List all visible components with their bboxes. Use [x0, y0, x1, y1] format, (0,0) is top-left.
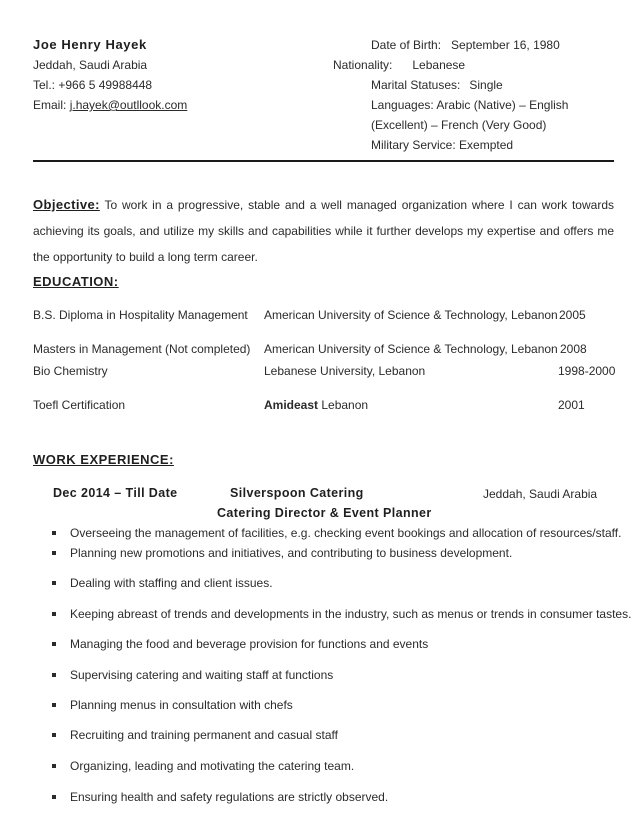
marital-value: Single: [469, 78, 503, 92]
education-year: 1998-2000: [558, 364, 616, 378]
job-location: Jeddah, Saudi Arabia: [483, 487, 598, 501]
dob-row: [371, 38, 560, 52]
education-heading: EDUCATION:: [33, 274, 119, 289]
education-school: American University of Science & Technology, Lebanon: [264, 342, 558, 356]
candidate-email-row: [33, 98, 187, 112]
bullet-square-icon: [52, 581, 56, 585]
education-school: American University of Science & Technology, Lebanon: [264, 308, 558, 322]
job-title: Catering Director & Event Planner: [217, 506, 432, 520]
marital-label: Marital Statuses:: [371, 78, 461, 92]
bullet-square-icon: [52, 795, 56, 799]
education-year: 2001: [558, 398, 585, 412]
bullet-square-icon: [52, 764, 56, 768]
education-school: Lebanese University, Lebanon: [264, 364, 426, 378]
education-degree: Bio Chemistry: [33, 364, 108, 378]
dob-value: September 16, 1980: [451, 38, 560, 52]
dob-label: Date of Birth:: [371, 38, 442, 52]
objective-text: To work in a progressive, stable and a well managed organization where I can work towards achieving its goals, and utilize my skills and capabilities while it further develops my expertise and offers me the opportunity to build a long term career.: [33, 198, 614, 264]
header-divider: [33, 160, 614, 162]
marital-row: [371, 78, 503, 92]
education-school: Amideast Lebanon: [264, 398, 369, 412]
objective-label: Objective:: [33, 197, 100, 212]
bullet-square-icon: [52, 551, 56, 555]
bullet-square-icon: [52, 612, 56, 616]
job-dates: Dec 2014 – Till Date: [53, 486, 178, 500]
nationality-label: Nationality:: [333, 58, 393, 72]
nationality-row: [333, 58, 465, 72]
bullet-square-icon: [52, 733, 56, 737]
email-link[interactable]: j.hayek@outllook.com: [69, 98, 188, 112]
bullet-square-icon: [52, 703, 56, 707]
bullet-square-icon: [52, 642, 56, 646]
education-year: 2008: [560, 342, 587, 356]
job-company: Silverspoon Catering: [230, 486, 364, 500]
languages-line-1: Languages: Arabic (Native) – English: [371, 98, 569, 112]
nationality-value: Lebanese: [412, 58, 466, 72]
bullet-square-icon: [52, 673, 56, 677]
languages-line-2: (Excellent) – French (Very Good): [371, 118, 547, 132]
objective-paragraph: [33, 192, 614, 270]
candidate-city: Jeddah, Saudi Arabia: [33, 58, 148, 72]
candidate-name: Joe Henry Hayek: [33, 37, 147, 52]
candidate-phone: Tel.: +966 5 49988448: [33, 78, 153, 92]
bullet-square-icon: [52, 531, 56, 535]
email-label: Email:: [33, 98, 70, 112]
education-year: 2005: [559, 308, 586, 322]
education-degree: Toefl Certification: [33, 398, 126, 412]
education-degree: B.S. Diploma in Hospitality Management: [33, 308, 248, 322]
military-service: Military Service: Exempted: [371, 138, 514, 152]
work-experience-heading: WORK EXPERIENCE:: [33, 452, 174, 467]
education-degree: Masters in Management (Not completed): [33, 342, 251, 356]
